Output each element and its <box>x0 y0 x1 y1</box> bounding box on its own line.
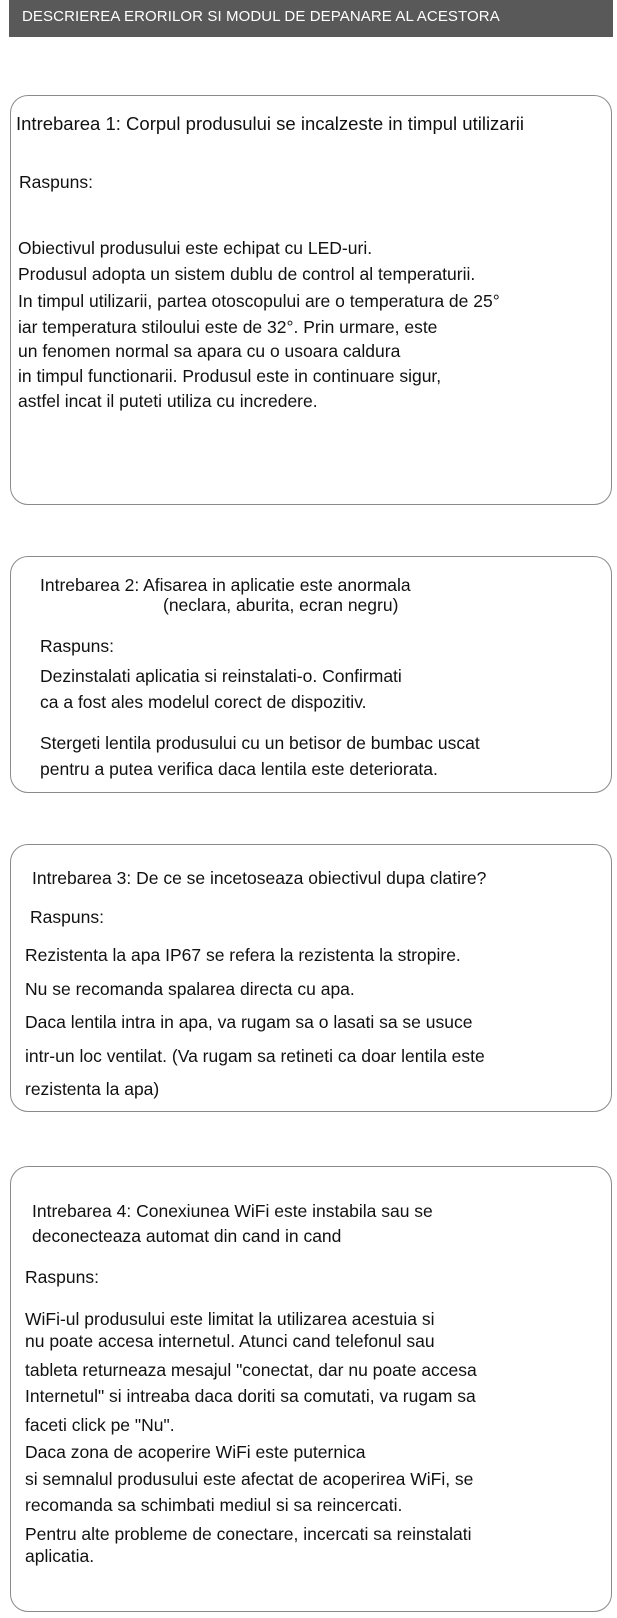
faq-3-answer-line: Rezistenta la apa IP67 se refera la rezistenta la stropire. <box>25 945 461 965</box>
faq-4-answer-line: Daca zona de acoperire WiFi este puternica <box>25 1442 366 1462</box>
faq-1-answer-line: Obiectivul produsului este echipat cu LED-uri. <box>18 238 373 258</box>
faq-4-answer-line: recomanda sa schimbati mediul si sa reincercati. <box>25 1495 403 1515</box>
faq-4-answer-line: tableta returneaza mesajul "conectat, dar nu poate accesa <box>25 1360 477 1380</box>
faq-2-question: Intrebarea 2: Afisarea in aplicatie este anormala <box>40 575 411 595</box>
faq-3-answer-label: Raspuns: <box>30 907 104 927</box>
faq-1-question: Intrebarea 1: Corpul produsului se incalzeste in timpul utilizarii <box>16 113 524 134</box>
faq-1-answer-label: Raspuns: <box>19 172 93 192</box>
faq-4-answer-line: Internetul" si intreaba daca doriti sa comutati, va rugam sa <box>25 1386 476 1406</box>
faq-2-answer-label: Raspuns: <box>40 636 114 656</box>
faq-4-answer-line: faceti click pe "Nu". <box>25 1415 175 1435</box>
faq-4-answer-line: WiFi-ul produsului este limitat la utilizarea acestuia si <box>25 1309 435 1329</box>
faq-2-answer-line: Stergeti lentila produsului cu un betisor de bumbac uscat <box>40 733 480 753</box>
faq-4-answer-line: si semnalul produsului este afectat de acoperirea WiFi, se <box>25 1469 474 1489</box>
faq-1-answer-line: iar temperatura stiloului este de 32°. Prin urmare, este <box>18 317 438 337</box>
faq-3-answer-line: rezistenta la apa) <box>25 1079 160 1099</box>
faq-4-answer-label: Raspuns: <box>25 1267 99 1287</box>
faq-1-answer-line: In timpul utilizarii, partea otoscopului are o temperatura de 25° <box>18 291 500 311</box>
faq-4-answer-line: nu poate accesa internetul. Atunci cand telefonul sau <box>25 1331 435 1351</box>
faq-1-answer-line: in timpul functionarii. Produsul este in continuare sigur, <box>18 366 442 386</box>
faq-4-question-detail: deconecteaza automat din cand in cand <box>32 1226 342 1246</box>
faq-2-answer-line: Dezinstalati aplicatia si reinstalati-o. Confirmati <box>40 666 402 686</box>
faq-2-answer-line: ca a fost ales modelul corect de dispozitiv. <box>40 692 367 712</box>
faq-1-answer-line: un fenomen normal sa apara cu o usoara caldura <box>18 341 401 361</box>
faq-4-answer-line: Pentru alte probleme de conectare, incercati sa reinstalati <box>25 1524 472 1544</box>
faq-4-answer-line: aplicatia. <box>25 1546 95 1566</box>
section-header: DESCRIEREA ERORILOR SI MODUL DE DEPANARE AL ACESTORA <box>9 0 613 37</box>
faq-2-question-detail: (neclara, aburita, ecran negru) <box>163 595 399 615</box>
faq-1-answer-line: astfel incat il puteti utiliza cu incredere. <box>18 391 318 411</box>
faq-3-answer-line: Daca lentila intra in apa, va rugam sa o lasati sa se usuce <box>25 1012 473 1032</box>
faq-3-answer-line: intr-un loc ventilat. (Va rugam sa retineti ca doar lentila este <box>25 1046 485 1066</box>
faq-3-question: Intrebarea 3: De ce se incetoseaza obiectivul dupa clatire? <box>32 868 487 888</box>
faq-1-answer-line: Produsul adopta un sistem dublu de control al temperaturii. <box>18 264 476 284</box>
faq-4-question: Intrebarea 4: Conexiunea WiFi este instabila sau se <box>32 1201 433 1221</box>
faq-2-answer-line: pentru a putea verifica daca lentila este deteriorata. <box>40 759 438 779</box>
faq-3-answer-line: Nu se recomanda spalarea directa cu apa. <box>25 979 355 999</box>
